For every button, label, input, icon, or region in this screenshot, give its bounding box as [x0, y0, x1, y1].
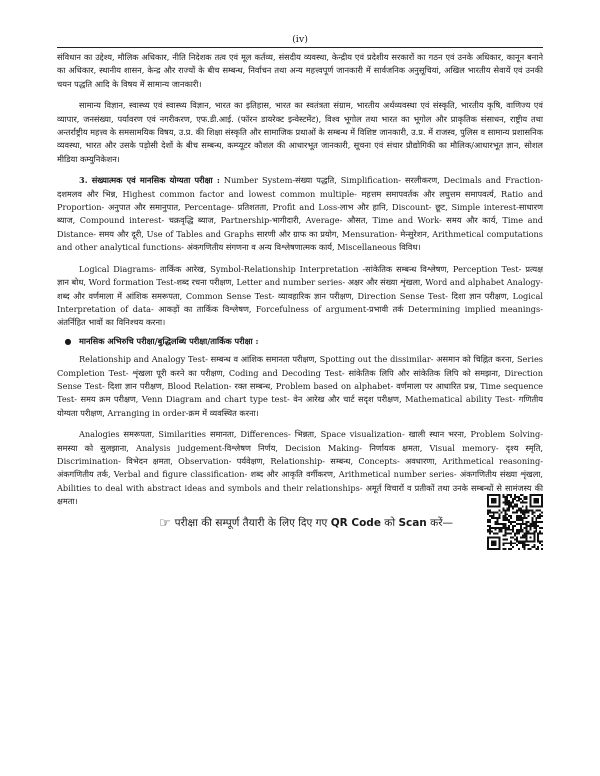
numerical-ability-paragraph	[57, 174, 543, 254]
syllabus-content	[57, 51, 543, 509]
relationship-analogy-paragraph: Relationship and Analogy Test- सम्बन्ध व आंशिक समानता परीक्षण, Spotting out the dissimilar- असमान को चिह्नित करना, Series Completion Test- शृंखला पूरी करने का परीक्षण, Coding and Decoding Test- सांकेतिक लिपि और सांकेतिक लिपि को समझना, Direction Sense Test- दिशा ज्ञान परीक्षण, Blood Relation- रक्त सम्बन्ध, Problem based on alphabet- वर्णमाला पर आधारित प्रश्न, Time sequence Test- समय क्रम परीक्षण, Venn Diagram and chart type test- वेन आरेख और चार्ट सदृश परीक्षण, Mathematical ability Test- गणितीय योग्यता परीक्षण, Arranging in order-क्रम में व्यवस्थित करना।	[57, 354, 543, 418]
pointing-hand-icon: ☞	[159, 516, 171, 531]
qr-instruction: ☞ परीक्षा की सम्पूर्ण तैयारी के लिए दिए गए QR Code को Scan करें—	[159, 516, 453, 531]
mental-aptitude-heading: मानसिक अभिरुचि परीक्षा/बुद्धिलब्धि परीक्षा/तार्किक परीक्षा :	[79, 335, 259, 346]
analogies-paragraph: Analogies समरूपता, Similarities समानता, Differences- भिन्नता, Space visualization- खाली स्थान भरना, Problem Solving- समस्या को सुलझाना, Analysis judgement-विश्लेषण निर्णय, Decision Making- निर्णायक क्षमता, Visual memory- दृश्य स्मृति, Discrimination- विभेदन क्षमता, Observation- पर्यवेक्षण, Relationship- सम्बन्ध, Concepts- अवधारणा, Arithmetical reasoning- अंकगणितीय तर्क, Verbal and figure classification- शब्द और आकृति वर्गीकरण, Arithmetical number series- अंकगणितीय संख्या शृंखला, Abilities to deal with abstract ideas and symbols and their relationships- अमूर्त विचारों व प्रतीकों तथा उनके सम्बन्धों से सामंजस्य की क्षमता।	[57, 429, 543, 507]
mental-aptitude-heading-row	[57, 335, 543, 348]
header-rule	[57, 47, 543, 48]
section-3-heading: 3. संख्यात्मक एवं मानसिक योग्यता परीक्षा :	[79, 175, 220, 186]
constitution-paragraph: संविधान का उद्देश्य, मौलिक अधिकार, नीति निदेशक तत्व एवं मूल कर्तव्य, संसदीय व्यवस्था, केन्द्रीय एवं प्रदेशीय सरकारों का गठन एवं उनके अधिकार, कानून बनाने का अधिकार, स्थानीय शासन, केन्द्र और राज्यों के बीच सम्बन्ध, निर्वाचन तथा अन्य महत्त्वपूर्ण जानकारी में सार्वजनिक अनुसूचियां, अखिल भारतीय सेवायें एवं उनकी चयन पद्धति आदि के विषय में सामान्य जानकारी।	[57, 52, 543, 89]
general-studies-paragraph: सामान्य विज्ञान, स्वास्थ्य एवं स्वास्थ्य विज्ञान, भारत का इतिहास, भारत का स्वतंत्रता संग्राम, भारतीय अर्थव्यवस्था एवं संस्कृति, भारतीय कृषि, वाणिज्य एवं व्यापार, जनसंख्या, पर्यावरण एवं नगरीकरण, एफ.डी.आई. (फॉरन डायरेक्ट इन्वेस्टमेंट), विश्व भूगोल तथा भारत का भूगोल और प्राकृतिक संसाधन, राष्ट्रीय तथा अन्तर्राष्ट्रीय महत्त्व के समसामयिक विषय, उ.प्र. की शिक्षा संस्कृति और सामाजिक प्रथाओं के सम्बन्ध में विशिष्ट जानकारी, उ.प्र. में राजस्व, पुलिस व सामान्य प्रशासनिक व्यवस्था, भारत और उसके पड़ोसी देशों के बीच सम्बन्ध, कम्प्यूटर कौशल की आधारभूत जानकारी, सूचना एवं संचार प्रौद्योगिकी का मौलिक/आधारभूत ज्ञान, सोशल मीडिया कम्युनिकेशन।	[57, 100, 543, 164]
qr-banner	[57, 494, 543, 554]
page-number: (iv)	[292, 34, 308, 45]
qr-code-icon[interactable]	[487, 494, 543, 550]
section-3-body: Number System-संख्या पद्धति, Simplification- सरलीकरण, Decimals and Fraction-दशमलव और भिन्न, Highest common factor and lowest common multiple- महत्तम समापवर्तक और लघुत्तम समापवर्त्य, Ratio and Proportion- अनुपात और समानुपात, Percentage- प्रतिशतता, Profit and Loss-लाभ और हानि, Discount- छूट, Simple interest-साधारण ब्याज, Compound interest- चक्रवृद्धि ब्याज, Partnership-भागीदारी, Average- औसत, Time and Work- समय और कार्य, Time and Distance- समय और दूरी, Use of Tables and Graphs सारणी और ग्राफ का प्रयोग, Mensuration- मेन्सुरेशन, Arithmetical computations and other analytical functions- अंकगणितीय संगणना व अन्य विश्लेषणात्मक कार्य, Miscellaneous विविध।	[57, 175, 544, 253]
logical-diagrams-paragraph: Logical Diagrams- तार्किक आरेख, Symbol-Relationship Interpretation -सांकेतिक सम्बन्ध विश्लेषण, Perception Test- प्रत्यक्ष ज्ञान बोध, Word formation Test-शब्द रचना परीक्षण, Letter and number series- अक्षर और संख्या शृंखला, Word and alphabet Analogy- शब्द और वर्णमाला में आंशिक समरूपता, Common Sense Test- व्यावहारिक ज्ञान परीक्षण, Direction Sense Test- दिशा ज्ञान परीक्षण, Logical Interpretation of data- आकड़ों का तार्किक विश्लेषण, Forcefulness of argument-प्रभावी तर्क Determining implied meanings- अंतर्निहित भावों का विनिश्चय करना।	[57, 263, 543, 328]
bullet-icon: ●	[64, 336, 72, 346]
